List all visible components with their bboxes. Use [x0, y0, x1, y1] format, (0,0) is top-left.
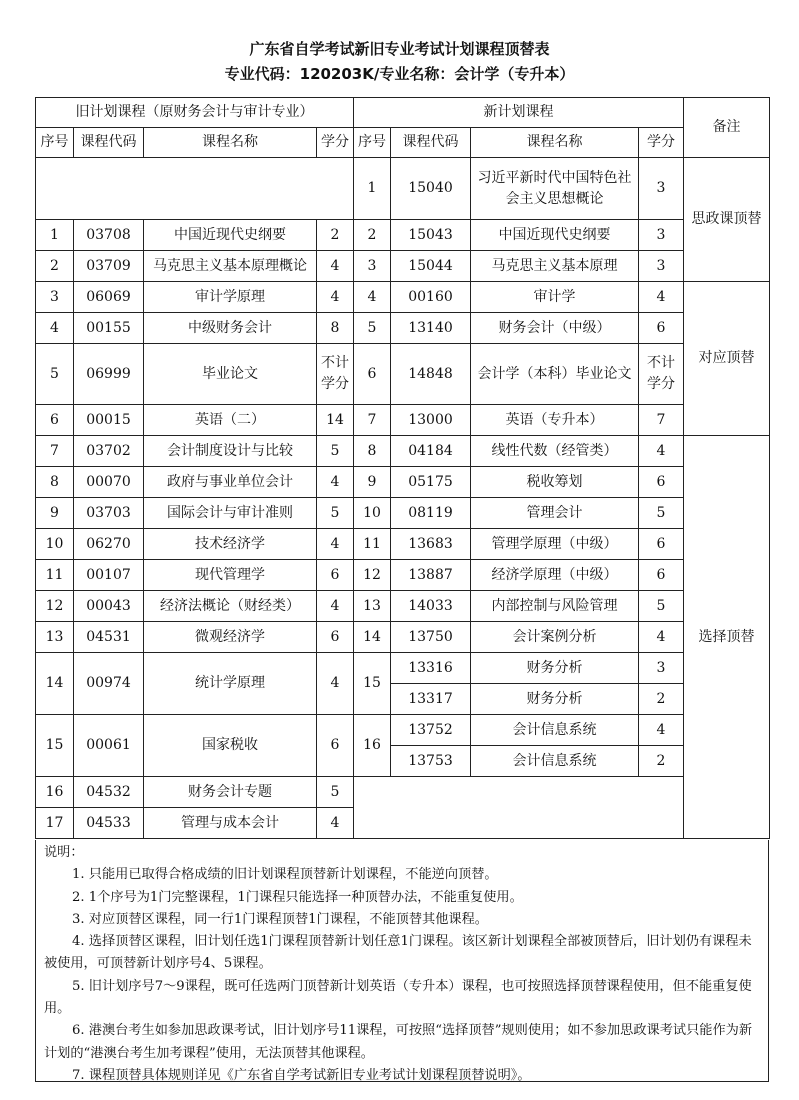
note-item: 5. 旧计划序号7～9课程，既可任选两门顶替新计划英语（专升本）课程，也可按照选择顶替课程使用，但不能重复使用。: [44, 978, 752, 1017]
new-seq: 6: [354, 344, 391, 405]
new-seq: 8: [354, 436, 391, 467]
table-row: [36, 467, 770, 498]
new-credit: 3: [639, 158, 684, 220]
new-credit: 4: [639, 436, 684, 467]
new-name: 英语（专升本）: [471, 405, 639, 436]
table-row: [36, 622, 770, 653]
table-row: [36, 591, 770, 622]
old-code: 00070: [74, 467, 144, 498]
new-code: 13000: [391, 405, 471, 436]
old-credit: 4: [317, 467, 354, 498]
old-name: 中国近现代史纲要: [144, 220, 317, 251]
old-code: 00043: [74, 591, 144, 622]
old-seq: 4: [36, 313, 74, 344]
old-code: 03709: [74, 251, 144, 282]
old-seq: 12: [36, 591, 74, 622]
old-credit: 5: [317, 777, 354, 808]
new-name: 习近平新时代中国特色社会主义思想概论: [471, 158, 639, 220]
new-code: 05175: [391, 467, 471, 498]
new-name: 审计学: [471, 282, 639, 313]
old-code: 03703: [74, 498, 144, 529]
new-credit: 3: [639, 251, 684, 282]
col-code-new: 课程代码: [391, 128, 471, 158]
old-credit: 6: [317, 715, 354, 777]
table-body: [36, 98, 770, 839]
col-name-new: 课程名称: [471, 128, 639, 158]
notes-heading: 说明：: [44, 845, 84, 860]
new-code: 00160: [391, 282, 471, 313]
old-name: 审计学原理: [144, 282, 317, 313]
new-credit: 2: [639, 684, 684, 715]
new-credit: 6: [639, 313, 684, 344]
new-code: 13317: [391, 684, 471, 715]
old-seq: 6: [36, 405, 74, 436]
new-seq: 3: [354, 251, 391, 282]
note-item: 7. 课程顶替具体规则详见《广东省自学考试新旧专业考试计划课程顶替说明》。: [72, 1067, 531, 1083]
old-name: 毕业论文: [144, 344, 317, 405]
new-name: 会计案例分析: [471, 622, 639, 653]
new-seq: 4: [354, 282, 391, 313]
old-credit: 6: [317, 560, 354, 591]
table-row: [36, 436, 770, 467]
new-credit: 2: [639, 746, 684, 777]
table-row: [36, 220, 770, 251]
note-item: 6. 港澳台考生如参加思政课考试，旧计划序号11课程，可按照“选择顶替”规则使用；如不参加思政课考试只能作为新计划的“港澳台考生加考课程”使用，无法顶替其他课程。: [44, 1023, 753, 1061]
old-seq: 10: [36, 529, 74, 560]
new-credit: 6: [639, 529, 684, 560]
old-credit: 4: [317, 808, 354, 839]
remark-ideology: 思政课顶替: [684, 158, 770, 282]
page-subtitle: 专业代码：120203K/专业名称：会计学（专升本）: [224, 65, 575, 83]
table-row: [36, 282, 770, 313]
old-code: 06999: [74, 344, 144, 405]
old-code: 06270: [74, 529, 144, 560]
old-credit: 5: [317, 498, 354, 529]
old-name: 现代管理学: [144, 560, 317, 591]
old-seq: 1: [36, 220, 74, 251]
new-code: 15044: [391, 251, 471, 282]
new-code: 13752: [391, 715, 471, 746]
note-item: 1. 只能用已取得合格成绩的旧计划课程顶替新计划课程，不能逆向顶替。: [72, 867, 498, 883]
old-credit: 8: [317, 313, 354, 344]
old-seq: 5: [36, 344, 74, 405]
old-credit: 4: [317, 591, 354, 622]
new-code: 15040: [391, 158, 471, 220]
table-row: [36, 251, 770, 282]
remark-elective: 选择顶替: [684, 436, 770, 839]
old-name: 政府与事业单位会计: [144, 467, 317, 498]
old-credit: 2: [317, 220, 354, 251]
new-name: 中国近现代史纲要: [471, 220, 639, 251]
new-code: 04184: [391, 436, 471, 467]
table-row: [36, 529, 770, 560]
new-name: 财务分析: [471, 684, 639, 715]
new-credit: 5: [639, 591, 684, 622]
old-plan-header: 旧计划课程（原财务会计与审计专业）: [36, 98, 354, 128]
old-credit: 不计学分: [317, 344, 354, 405]
new-code: 13753: [391, 746, 471, 777]
old-code: 04532: [74, 777, 144, 808]
old-seq: 16: [36, 777, 74, 808]
col-credit-old: 学分: [317, 128, 354, 158]
new-code: 13140: [391, 313, 471, 344]
old-empty-cell: [36, 158, 354, 220]
new-name: 税收筹划: [471, 467, 639, 498]
new-name: 内部控制与风险管理: [471, 591, 639, 622]
old-credit: 6: [317, 622, 354, 653]
old-name: 国家税收: [144, 715, 317, 777]
old-credit: 4: [317, 251, 354, 282]
note-item: 3. 对应顶替区课程，同一行1门课程顶替1门课程，不能顶替其他课程。: [72, 911, 488, 927]
new-name: 财务分析: [471, 653, 639, 684]
old-code: 03702: [74, 436, 144, 467]
note-item: 4. 选择顶替区课程，旧计划任选1门课程顶替新计划任意1门课程。该区新计划课程全部被顶替后，旧计划仍有课程未被使用，可顶替新计划序号4、5课程。: [44, 934, 752, 972]
new-seq: 15: [354, 653, 391, 715]
new-credit: 6: [639, 560, 684, 591]
old-name: 英语（二）: [144, 405, 317, 436]
new-name: 马克思主义基本原理: [471, 251, 639, 282]
old-credit: 4: [317, 282, 354, 313]
new-credit: 5: [639, 498, 684, 529]
new-credit: 6: [639, 467, 684, 498]
old-seq: 14: [36, 653, 74, 715]
new-seq: 11: [354, 529, 391, 560]
note-item: 2. 1个序号为1门完整课程，1门课程只能选择一种顶替办法，不能重复使用。: [72, 889, 523, 905]
table-row: [36, 313, 770, 344]
new-seq: 12: [354, 560, 391, 591]
old-seq: 13: [36, 622, 74, 653]
new-name: 管理会计: [471, 498, 639, 529]
old-name: 技术经济学: [144, 529, 317, 560]
notes-list: [44, 864, 760, 1087]
new-seq: 10: [354, 498, 391, 529]
old-name: 统计学原理: [144, 653, 317, 715]
old-seq: 7: [36, 436, 74, 467]
new-seq: 1: [354, 158, 391, 220]
old-code: 00107: [74, 560, 144, 591]
old-code: 00155: [74, 313, 144, 344]
old-code: 04531: [74, 622, 144, 653]
header-row-groups: [36, 98, 770, 128]
old-code: 00015: [74, 405, 144, 436]
table-row: [36, 653, 770, 684]
new-name: 会计学（本科）毕业论文: [471, 344, 639, 405]
notes-section: [35, 840, 769, 1082]
col-code-old: 课程代码: [74, 128, 144, 158]
table-row: [36, 158, 770, 220]
new-credit: 4: [639, 622, 684, 653]
old-name: 中级财务会计: [144, 313, 317, 344]
col-seq-new: 序号: [354, 128, 391, 158]
old-seq: 15: [36, 715, 74, 777]
old-code: 03708: [74, 220, 144, 251]
new-empty-cell: [354, 777, 684, 839]
new-credit: 3: [639, 653, 684, 684]
page-title: 广东省自学考试新旧专业考试计划课程顶替表: [249, 40, 550, 58]
new-seq: 16: [354, 715, 391, 777]
table-row: [36, 498, 770, 529]
old-name: 会计制度设计与比较: [144, 436, 317, 467]
new-code: 13750: [391, 622, 471, 653]
new-code: 13316: [391, 653, 471, 684]
table-row: [36, 405, 770, 436]
table-row: [36, 777, 770, 808]
old-credit: 5: [317, 436, 354, 467]
old-name: 财务会计专题: [144, 777, 317, 808]
remarks-header: 备注: [684, 98, 770, 158]
new-seq: 2: [354, 220, 391, 251]
new-seq: 13: [354, 591, 391, 622]
old-name: 管理与成本会计: [144, 808, 317, 839]
new-credit: 4: [639, 282, 684, 313]
old-code: 06069: [74, 282, 144, 313]
new-credit: 3: [639, 220, 684, 251]
new-seq: 14: [354, 622, 391, 653]
new-code: 15043: [391, 220, 471, 251]
new-name: 财务会计（中级）: [471, 313, 639, 344]
table-row: [36, 344, 770, 405]
col-seq-old: 序号: [36, 128, 74, 158]
old-code: 04533: [74, 808, 144, 839]
new-code: 13683: [391, 529, 471, 560]
new-name: 会计信息系统: [471, 746, 639, 777]
old-name: 微观经济学: [144, 622, 317, 653]
old-credit: 14: [317, 405, 354, 436]
old-seq: 17: [36, 808, 74, 839]
table-row: [36, 715, 770, 746]
old-name: 马克思主义基本原理概论: [144, 251, 317, 282]
old-credit: 4: [317, 653, 354, 715]
old-credit: 4: [317, 529, 354, 560]
new-code: 14848: [391, 344, 471, 405]
new-name: 线性代数（经管类）: [471, 436, 639, 467]
old-name: 国际会计与审计准则: [144, 498, 317, 529]
new-code: 14033: [391, 591, 471, 622]
old-seq: 2: [36, 251, 74, 282]
old-code: 00061: [74, 715, 144, 777]
new-code: 13887: [391, 560, 471, 591]
old-seq: 11: [36, 560, 74, 591]
new-credit: 7: [639, 405, 684, 436]
new-plan-header: 新计划课程: [354, 98, 684, 128]
table-row: [36, 560, 770, 591]
old-code: 00974: [74, 653, 144, 715]
new-seq: 5: [354, 313, 391, 344]
old-name: 经济法概论（财经类）: [144, 591, 317, 622]
old-seq: 8: [36, 467, 74, 498]
course-replacement-table: [35, 97, 770, 839]
new-credit: 不计学分: [639, 344, 684, 405]
new-name: 经济学原理（中级）: [471, 560, 639, 591]
new-name: 会计信息系统: [471, 715, 639, 746]
col-name-old: 课程名称: [144, 128, 317, 158]
new-name: 管理学原理（中级）: [471, 529, 639, 560]
new-code: 08119: [391, 498, 471, 529]
new-seq: 9: [354, 467, 391, 498]
remark-direct: 对应顶替: [684, 282, 770, 436]
new-credit: 4: [639, 715, 684, 746]
col-credit-new: 学分: [639, 128, 684, 158]
header-row-columns: [36, 128, 770, 158]
new-seq: 7: [354, 405, 391, 436]
old-seq: 9: [36, 498, 74, 529]
old-seq: 3: [36, 282, 74, 313]
